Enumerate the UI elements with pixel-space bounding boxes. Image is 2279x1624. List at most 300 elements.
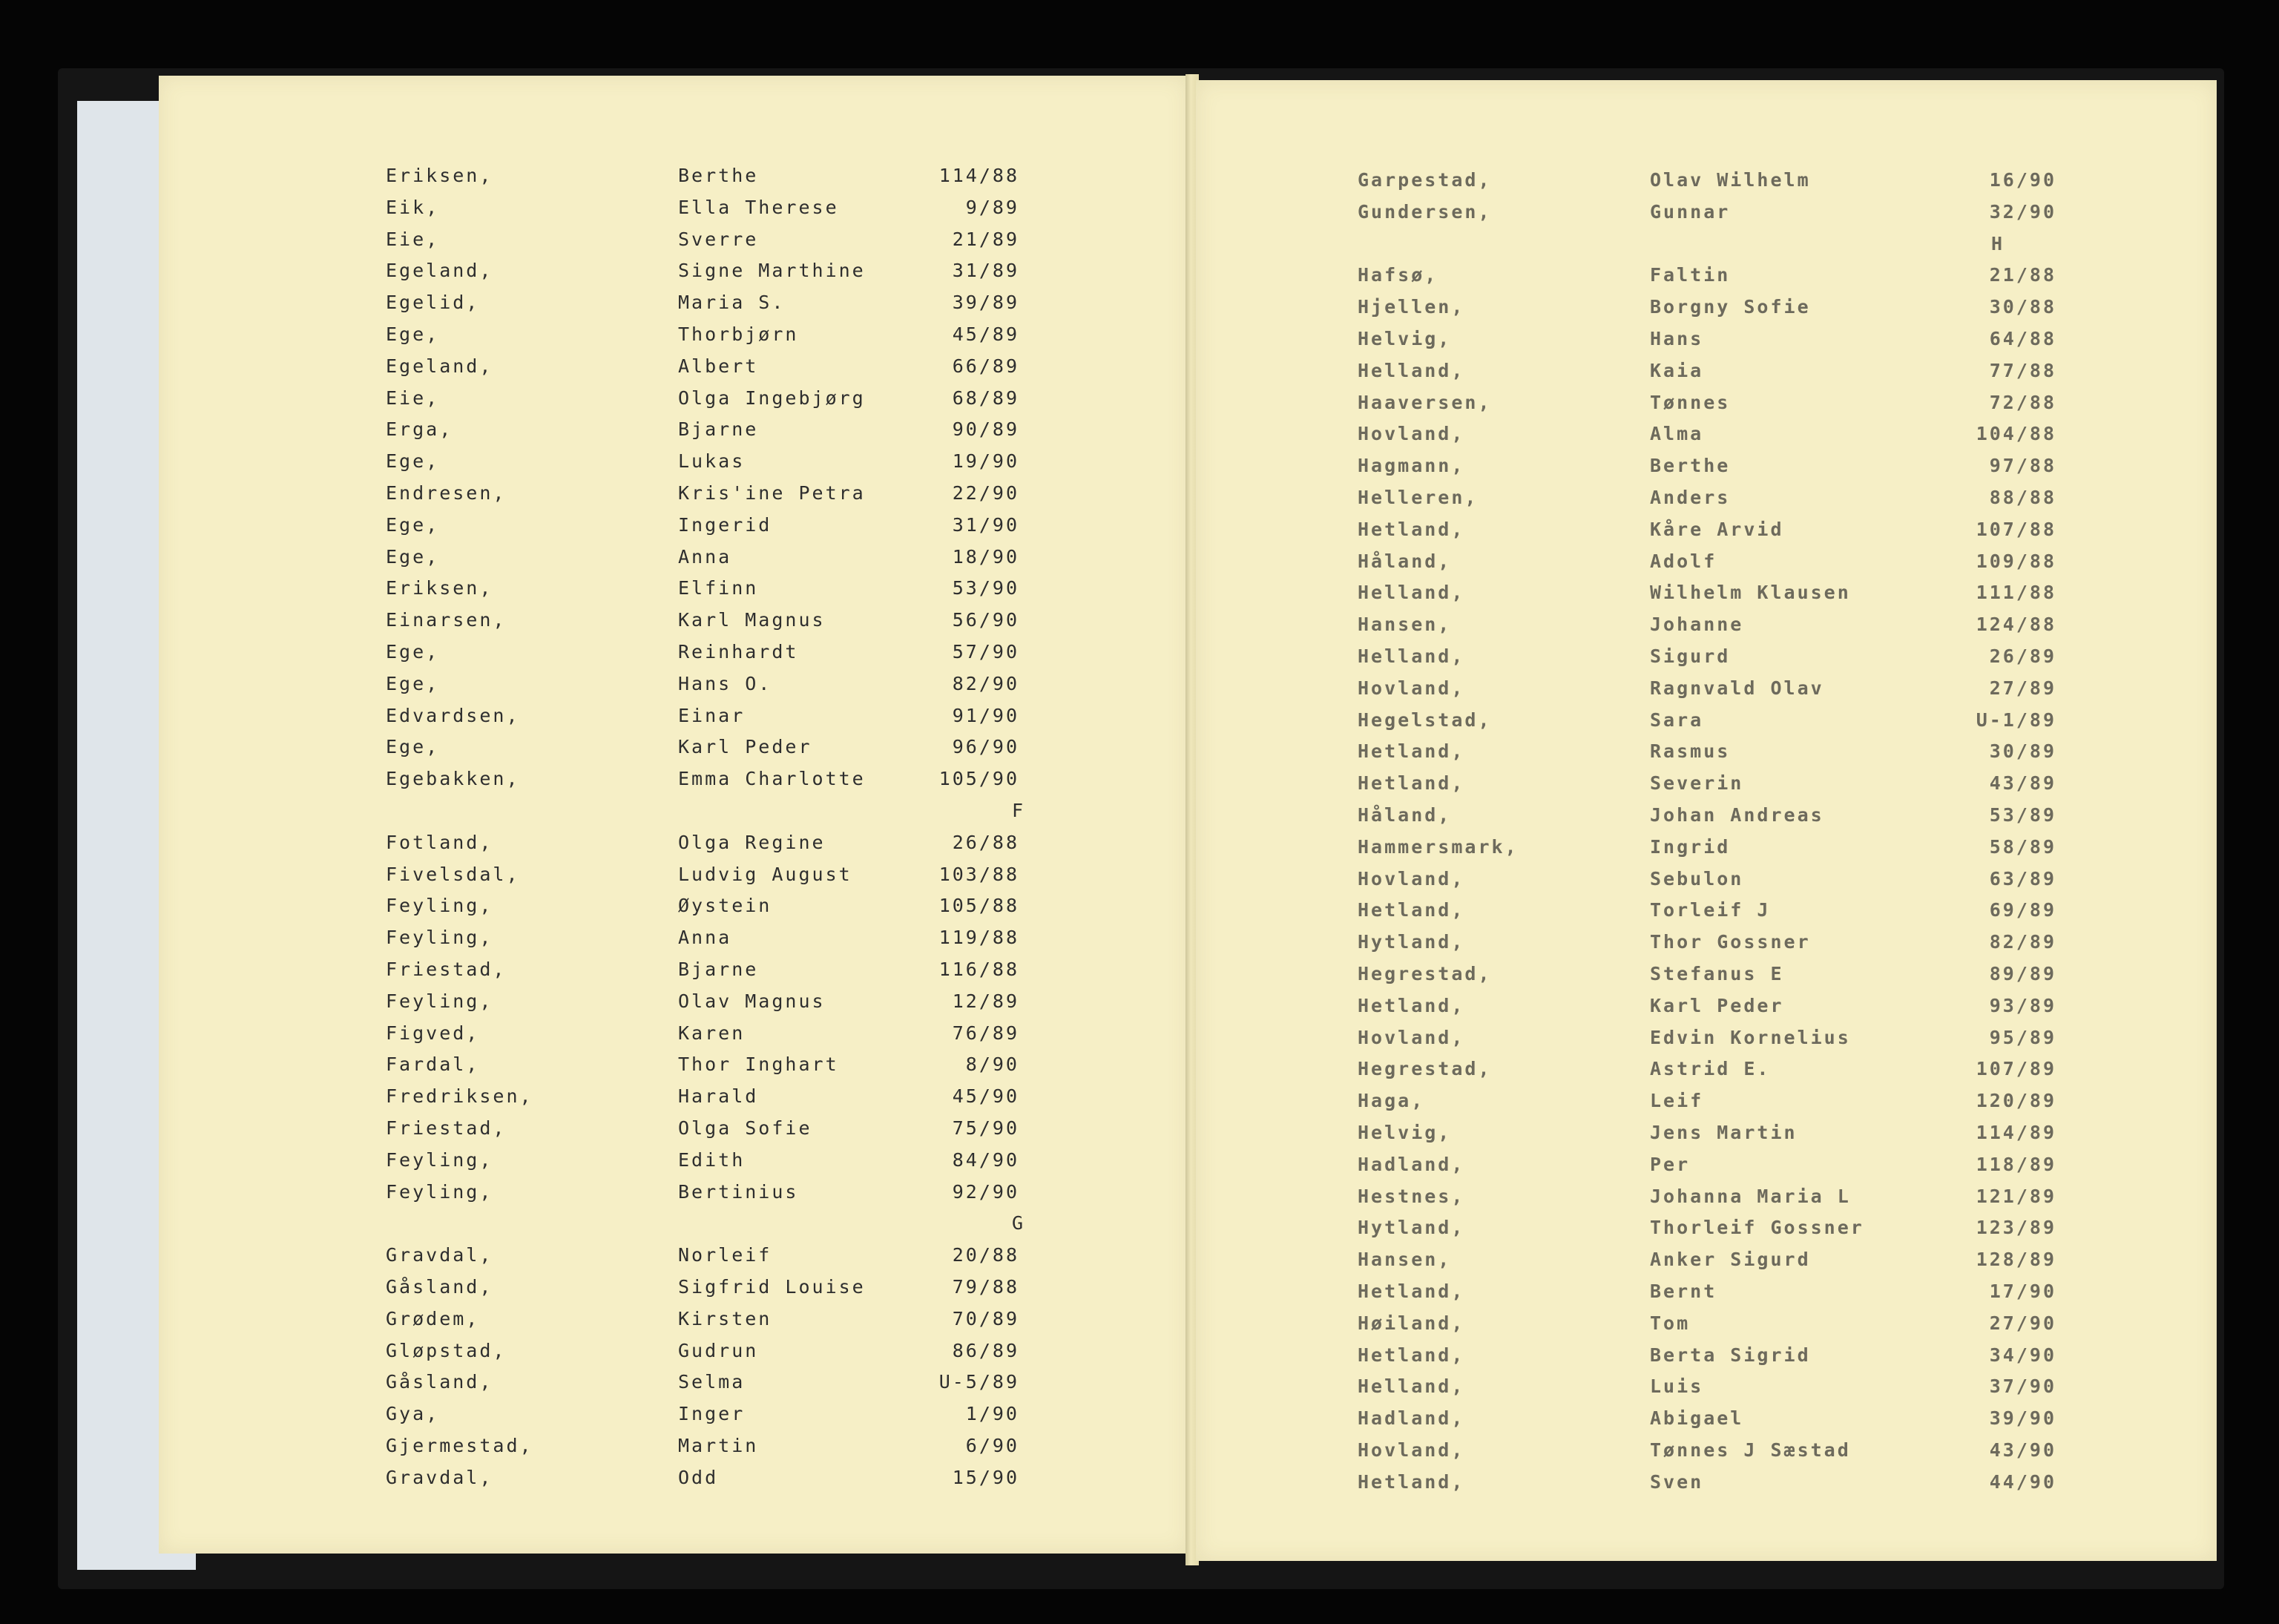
- record-ref: 45/89: [952, 323, 1019, 345]
- record-ref: 76/89: [952, 1022, 1019, 1044]
- record-ref: 82/89: [1989, 931, 2056, 953]
- surname: Fivelsdal,: [386, 863, 520, 885]
- record-ref: 56/90: [952, 609, 1019, 631]
- surname: Grødem,: [386, 1307, 480, 1329]
- register-entry: [159, 860, 1123, 890]
- first-name: Jens Martin: [1650, 1122, 1798, 1143]
- surname: Gåsland,: [386, 1276, 493, 1298]
- surname: Fredriksen,: [386, 1085, 533, 1108]
- left-page: [159, 76, 1188, 1554]
- record-ref: 9/89: [965, 196, 1019, 218]
- first-name: Emma Charlotte: [678, 768, 866, 790]
- register-entry: [159, 637, 1123, 667]
- record-ref: 20/88: [952, 1244, 1019, 1266]
- surname: Eie,: [386, 387, 440, 409]
- first-name: Bjarne: [678, 418, 759, 441]
- surname: Høiland,: [1358, 1312, 1465, 1334]
- first-name: Thor Gossner: [1650, 931, 1811, 953]
- right-page: [1196, 80, 2217, 1561]
- first-name: Berta Sigrid: [1650, 1344, 1811, 1366]
- register-entry: [1196, 706, 2160, 735]
- record-ref: 58/89: [1989, 835, 2056, 858]
- surname: Egelid,: [386, 292, 480, 314]
- surname: Ege,: [386, 672, 440, 694]
- first-name: Adolf: [1650, 550, 1717, 572]
- surname: Helvig,: [1358, 1122, 1452, 1143]
- record-ref: 27/90: [1989, 1312, 2056, 1334]
- first-name: Kåre Arvid: [1650, 518, 1784, 540]
- register-entry: [159, 1177, 1123, 1207]
- record-ref: 77/88: [1989, 359, 2056, 381]
- section-letter: F: [1012, 800, 1024, 821]
- surname: Helland,: [1358, 582, 1465, 604]
- register-entry: [159, 288, 1123, 318]
- surname: Einarsen,: [386, 609, 507, 631]
- register-entry: [159, 1050, 1123, 1079]
- surname: Gravdal,: [386, 1244, 493, 1266]
- surname: Feyling,: [386, 927, 493, 949]
- register-entry: [1196, 1436, 2160, 1465]
- register-entry: [1196, 1404, 2160, 1433]
- record-ref: 120/89: [1976, 1090, 2056, 1112]
- first-name: Hans: [1650, 328, 1704, 349]
- record-ref: 53/90: [952, 577, 1019, 599]
- register-entry: [159, 1463, 1123, 1493]
- surname: Hetland,: [1358, 1281, 1465, 1302]
- first-name: Astrid E.: [1650, 1058, 1771, 1080]
- surname: Hetland,: [1358, 899, 1465, 921]
- register-entry: [1196, 483, 2160, 513]
- first-name: Berthe: [1650, 455, 1731, 477]
- register-entry: [159, 479, 1123, 508]
- record-ref: 86/89: [952, 1339, 1019, 1361]
- first-name: Stefanus E: [1650, 963, 1784, 984]
- surname: Hansen,: [1358, 1249, 1452, 1271]
- record-ref: 37/90: [1989, 1375, 2056, 1398]
- record-ref: 107/89: [1976, 1058, 2056, 1080]
- first-name: Sigurd: [1650, 645, 1731, 667]
- register-entry: [1196, 419, 2160, 449]
- record-ref: 1/90: [965, 1403, 1019, 1425]
- first-name: Olav Wilhelm: [1650, 169, 1811, 191]
- register-entry: [1196, 1467, 2160, 1497]
- register-entry: [159, 510, 1123, 540]
- first-name: Olga Ingebjørg: [678, 387, 866, 409]
- first-name: Albert: [678, 355, 759, 377]
- record-ref: 128/89: [1976, 1249, 2056, 1271]
- register-entry: [1196, 515, 2160, 545]
- record-ref: 43/90: [1989, 1439, 2056, 1461]
- register-entry: [159, 1240, 1123, 1270]
- register-entry: [159, 701, 1123, 731]
- surname: Gjermestad,: [386, 1435, 533, 1456]
- register-entry: [1196, 927, 2160, 957]
- first-name: Selma: [678, 1371, 746, 1393]
- record-ref: 69/89: [1989, 899, 2056, 921]
- record-ref: 114/89: [1976, 1122, 2056, 1143]
- register-entry: [1196, 801, 2160, 830]
- first-name: Luis: [1650, 1375, 1704, 1398]
- register-entry: [159, 1082, 1123, 1111]
- first-name: Abigael: [1650, 1407, 1744, 1430]
- record-ref: 63/89: [1989, 867, 2056, 890]
- record-ref: 16/90: [1989, 169, 2056, 191]
- register-entry: [1196, 578, 2160, 608]
- first-name: Johanna Maria L: [1650, 1185, 1851, 1207]
- register-entry: [1196, 737, 2160, 766]
- record-ref: 88/88: [1989, 487, 2056, 508]
- surname: Hovland,: [1358, 423, 1465, 445]
- register-entry: [159, 828, 1123, 858]
- record-ref: 103/88: [938, 863, 1019, 885]
- record-ref: 19/90: [952, 450, 1019, 473]
- surname: Håland,: [1358, 550, 1452, 572]
- surname: Hetland,: [1358, 994, 1465, 1016]
- register-entry: [159, 669, 1123, 699]
- first-name: Thor Inghart: [678, 1053, 839, 1076]
- record-ref: 21/88: [1989, 264, 2056, 286]
- register-entry: [159, 1304, 1123, 1334]
- register-entry: [1196, 1309, 2160, 1338]
- record-ref: 93/89: [1989, 994, 2056, 1016]
- register-entry: [159, 1145, 1123, 1175]
- register-entry: [1196, 260, 2160, 290]
- register-entry: [1196, 1277, 2160, 1306]
- first-name: Bernt: [1650, 1281, 1717, 1302]
- record-ref: 84/90: [952, 1148, 1019, 1171]
- first-name: Maria S.: [678, 292, 786, 314]
- record-ref: 96/90: [952, 736, 1019, 758]
- first-name: Signe Marthine: [678, 260, 866, 282]
- record-ref: 22/90: [952, 482, 1019, 504]
- register-entry: [159, 1399, 1123, 1429]
- first-name: Thorleif Gossner: [1650, 1217, 1864, 1239]
- record-ref: 114/88: [938, 165, 1019, 186]
- record-ref: 12/89: [952, 990, 1019, 1012]
- record-ref: 82/90: [952, 672, 1019, 694]
- surname: Hansen,: [1358, 614, 1452, 636]
- surname: Hammersmark,: [1358, 835, 1519, 858]
- surname: Hetland,: [1358, 1344, 1465, 1366]
- record-ref: 105/88: [938, 895, 1019, 917]
- record-ref: 68/89: [952, 387, 1019, 409]
- first-name: Anna: [678, 927, 732, 949]
- record-ref: 79/88: [952, 1276, 1019, 1298]
- register-entry: [1196, 1150, 2160, 1180]
- first-name: Edith: [678, 1148, 746, 1171]
- first-name: Lukas: [678, 450, 746, 473]
- surname: Ege,: [386, 736, 440, 758]
- record-ref: 30/88: [1989, 296, 2056, 318]
- register-entry: [1196, 1182, 2160, 1212]
- record-ref: 104/88: [1976, 423, 2056, 445]
- record-ref: 45/90: [952, 1085, 1019, 1108]
- surname: Haaversen,: [1358, 391, 1492, 413]
- record-ref: 32/90: [1989, 200, 2056, 223]
- record-ref: 75/90: [952, 1117, 1019, 1139]
- surname: Hegrestad,: [1358, 963, 1492, 984]
- surname: Hytland,: [1358, 1217, 1465, 1239]
- surname: Friestad,: [386, 1117, 507, 1139]
- surname: Ege,: [386, 641, 440, 663]
- surname: Helland,: [1358, 1375, 1465, 1398]
- register-entry: [1196, 1054, 2160, 1084]
- register-entry: [159, 732, 1123, 762]
- first-name: Edvin Kornelius: [1650, 1026, 1851, 1048]
- first-name: Berthe: [678, 165, 759, 186]
- surname: Fardal,: [386, 1053, 480, 1076]
- first-name: Faltin: [1650, 264, 1731, 286]
- first-name: Ludvig August: [678, 863, 852, 885]
- surname: Hetland,: [1358, 740, 1465, 763]
- register-entry: [159, 955, 1123, 984]
- record-ref: 95/89: [1989, 1026, 2056, 1048]
- register-entry: [159, 447, 1123, 476]
- register-entry: [1196, 895, 2160, 925]
- surname: Helleren,: [1358, 487, 1479, 508]
- first-name: Gunnar: [1650, 200, 1731, 223]
- surname: Helland,: [1358, 359, 1465, 381]
- first-name: Kaia: [1650, 359, 1704, 381]
- register-entry: [1196, 547, 2160, 576]
- first-name: Torleif J: [1650, 899, 1771, 921]
- first-name: Bertinius: [678, 1180, 799, 1203]
- surname: Hadland,: [1358, 1153, 1465, 1175]
- register-entry: [1196, 959, 2160, 989]
- surname: Eriksen,: [386, 577, 493, 599]
- surname: Feyling,: [386, 990, 493, 1012]
- register-entry: [1196, 674, 2160, 703]
- register-entry: [159, 573, 1123, 603]
- surname: Egebakken,: [386, 768, 520, 790]
- surname: Hagmann,: [1358, 455, 1465, 477]
- surname: Hetland,: [1358, 772, 1465, 795]
- register-entry: [1196, 642, 2160, 671]
- record-ref: U-5/89: [938, 1371, 1019, 1393]
- register-entry: [1196, 610, 2160, 640]
- record-ref: 31/90: [952, 513, 1019, 536]
- record-ref: 27/89: [1989, 677, 2056, 699]
- record-ref: 105/90: [938, 768, 1019, 790]
- record-ref: 39/90: [1989, 1407, 2056, 1430]
- first-name: Karl Peder: [1650, 994, 1784, 1016]
- register-entry: [159, 1336, 1123, 1366]
- surname: Hytland,: [1358, 931, 1465, 953]
- first-name: Olga Sofie: [678, 1117, 812, 1139]
- surname: Hadland,: [1358, 1407, 1465, 1430]
- first-name: Sigfrid Louise: [678, 1276, 866, 1298]
- surname: Hjellen,: [1358, 296, 1465, 318]
- register-entry: [1196, 1372, 2160, 1401]
- surname: Feyling,: [386, 1180, 493, 1203]
- first-name: Reinhardt: [678, 641, 799, 663]
- surname: Gya,: [386, 1403, 440, 1425]
- first-name: Bjarne: [678, 959, 759, 980]
- register-entry: [1196, 388, 2160, 418]
- first-name: Rasmus: [1650, 740, 1731, 763]
- register-entry: [1196, 1086, 2160, 1116]
- record-ref: U-1/89: [1976, 709, 2056, 731]
- first-name: Anders: [1650, 487, 1731, 508]
- record-ref: 91/90: [952, 704, 1019, 726]
- record-ref: 111/88: [1976, 582, 2056, 604]
- record-ref: 107/88: [1976, 518, 2056, 540]
- register-entry: [159, 225, 1123, 254]
- section-letter: H: [1991, 232, 2003, 254]
- first-name: Sebulon: [1650, 867, 1744, 890]
- record-ref: 66/89: [952, 355, 1019, 377]
- register-entry: [1196, 832, 2160, 862]
- first-name: Øystein: [678, 895, 772, 917]
- first-name: Borgny Sofie: [1650, 296, 1811, 318]
- record-ref: 118/89: [1976, 1153, 2056, 1175]
- surname: Egeland,: [386, 355, 493, 377]
- surname: Hegelstad,: [1358, 709, 1492, 731]
- register-entry: [159, 320, 1123, 349]
- first-name: Sverre: [678, 228, 759, 250]
- surname: Hestnes,: [1358, 1185, 1465, 1207]
- record-ref: 44/90: [1989, 1470, 2056, 1493]
- surname: Eie,: [386, 228, 440, 250]
- record-ref: 121/89: [1976, 1185, 2056, 1207]
- surname: Hovland,: [1358, 867, 1465, 890]
- surname: Gåsland,: [386, 1371, 493, 1393]
- record-ref: 6/90: [965, 1435, 1019, 1456]
- surname: Ege,: [386, 513, 440, 536]
- register-entry: [1196, 356, 2160, 386]
- record-ref: 18/90: [952, 545, 1019, 568]
- first-name: Karl Magnus: [678, 609, 826, 631]
- first-name: Elfinn: [678, 577, 759, 599]
- surname: Feyling,: [386, 895, 493, 917]
- first-name: Harald: [678, 1085, 759, 1108]
- first-name: Kirsten: [678, 1307, 772, 1329]
- register-entry: [159, 764, 1123, 794]
- surname: Hovland,: [1358, 1439, 1465, 1461]
- surname: Helland,: [1358, 645, 1465, 667]
- surname: Ege,: [386, 323, 440, 345]
- record-ref: 30/89: [1989, 740, 2056, 763]
- surname: Gløpstad,: [386, 1339, 507, 1361]
- register-entry: [159, 605, 1123, 635]
- record-ref: 8/90: [965, 1053, 1019, 1076]
- first-name: Einar: [678, 704, 746, 726]
- register-entry: [1196, 292, 2160, 322]
- record-ref: 21/89: [952, 228, 1019, 250]
- surname: Eriksen,: [386, 165, 493, 186]
- first-name: Olav Magnus: [678, 990, 826, 1012]
- register-entry: [159, 193, 1123, 223]
- surname: Hovland,: [1358, 677, 1465, 699]
- register-entry: [1196, 864, 2160, 894]
- first-name: Anker Sigurd: [1650, 1249, 1811, 1271]
- record-ref: 89/89: [1989, 963, 2056, 984]
- first-name: Olga Regine: [678, 831, 826, 853]
- first-name: Karl Peder: [678, 736, 812, 758]
- register-entry: [1196, 451, 2160, 481]
- first-name: Johanne: [1650, 614, 1744, 636]
- record-ref: 109/88: [1976, 550, 2056, 572]
- register-entry: [1196, 1118, 2160, 1148]
- record-ref: 70/89: [952, 1307, 1019, 1329]
- first-name: Sara: [1650, 709, 1704, 731]
- register-entry: [159, 1019, 1123, 1048]
- surname: Hovland,: [1358, 1026, 1465, 1048]
- surname: Egeland,: [386, 260, 493, 282]
- surname: Endresen,: [386, 482, 507, 504]
- surname: Hafsø,: [1358, 264, 1438, 286]
- record-ref: 124/88: [1976, 614, 2056, 636]
- record-ref: 116/88: [938, 959, 1019, 980]
- surname: Gundersen,: [1358, 200, 1492, 223]
- surname: Fotland,: [386, 831, 493, 853]
- first-name: Alma: [1650, 423, 1704, 445]
- register-entry: [1196, 991, 2160, 1021]
- register-entry: [159, 1431, 1123, 1461]
- first-name: Ella Therese: [678, 196, 839, 218]
- record-ref: 57/90: [952, 641, 1019, 663]
- first-name: Tom: [1650, 1312, 1691, 1334]
- surname: Hetland,: [1358, 518, 1465, 540]
- record-ref: 119/88: [938, 927, 1019, 949]
- register-entry: [1196, 324, 2160, 354]
- register-entry: [1196, 197, 2160, 227]
- surname: Erga,: [386, 418, 453, 441]
- first-name: Anna: [678, 545, 732, 568]
- surname: Friestad,: [386, 959, 507, 980]
- surname: Feyling,: [386, 1148, 493, 1171]
- first-name: Gudrun: [678, 1339, 759, 1361]
- first-name: Leif: [1650, 1090, 1704, 1112]
- register-entry: [159, 256, 1123, 286]
- first-name: Odd: [678, 1466, 719, 1488]
- register-entry: [159, 352, 1123, 381]
- first-name: Ingerid: [678, 513, 772, 536]
- record-ref: 34/90: [1989, 1344, 2056, 1366]
- record-ref: 17/90: [1989, 1281, 2056, 1302]
- first-name: Tønnes J Sæstad: [1650, 1439, 1851, 1461]
- register-entry: [159, 987, 1123, 1016]
- record-ref: 72/88: [1989, 391, 2056, 413]
- surname: Ege,: [386, 450, 440, 473]
- first-name: Ragnvald Olav: [1650, 677, 1824, 699]
- register-entry: [159, 891, 1123, 921]
- register-entry: [1196, 1341, 2160, 1370]
- register-entry: [159, 923, 1123, 953]
- surname: Gravdal,: [386, 1466, 493, 1488]
- surname: Figved,: [386, 1022, 480, 1044]
- first-name: Hans O.: [678, 672, 772, 694]
- first-name: Kris'ine Petra: [678, 482, 866, 504]
- record-ref: 39/89: [952, 292, 1019, 314]
- surname: Edvardsen,: [386, 704, 520, 726]
- first-name: Wilhelm Klausen: [1650, 582, 1851, 604]
- first-name: Thorbjørn: [678, 323, 799, 345]
- register-entry: [159, 1367, 1123, 1397]
- register-entry: [159, 1272, 1123, 1302]
- surname: Hegrestad,: [1358, 1058, 1492, 1080]
- record-ref: 26/89: [1989, 645, 2056, 667]
- register-entry: [159, 542, 1123, 572]
- record-ref: 15/90: [952, 1466, 1019, 1488]
- record-ref: 97/88: [1989, 455, 2056, 477]
- surname: Garpestad,: [1358, 169, 1492, 191]
- register-entry: [1196, 1245, 2160, 1275]
- surname: Eik,: [386, 196, 440, 218]
- first-name: Martin: [678, 1435, 759, 1456]
- register-entry: [159, 161, 1123, 191]
- surname: Haga,: [1358, 1090, 1425, 1112]
